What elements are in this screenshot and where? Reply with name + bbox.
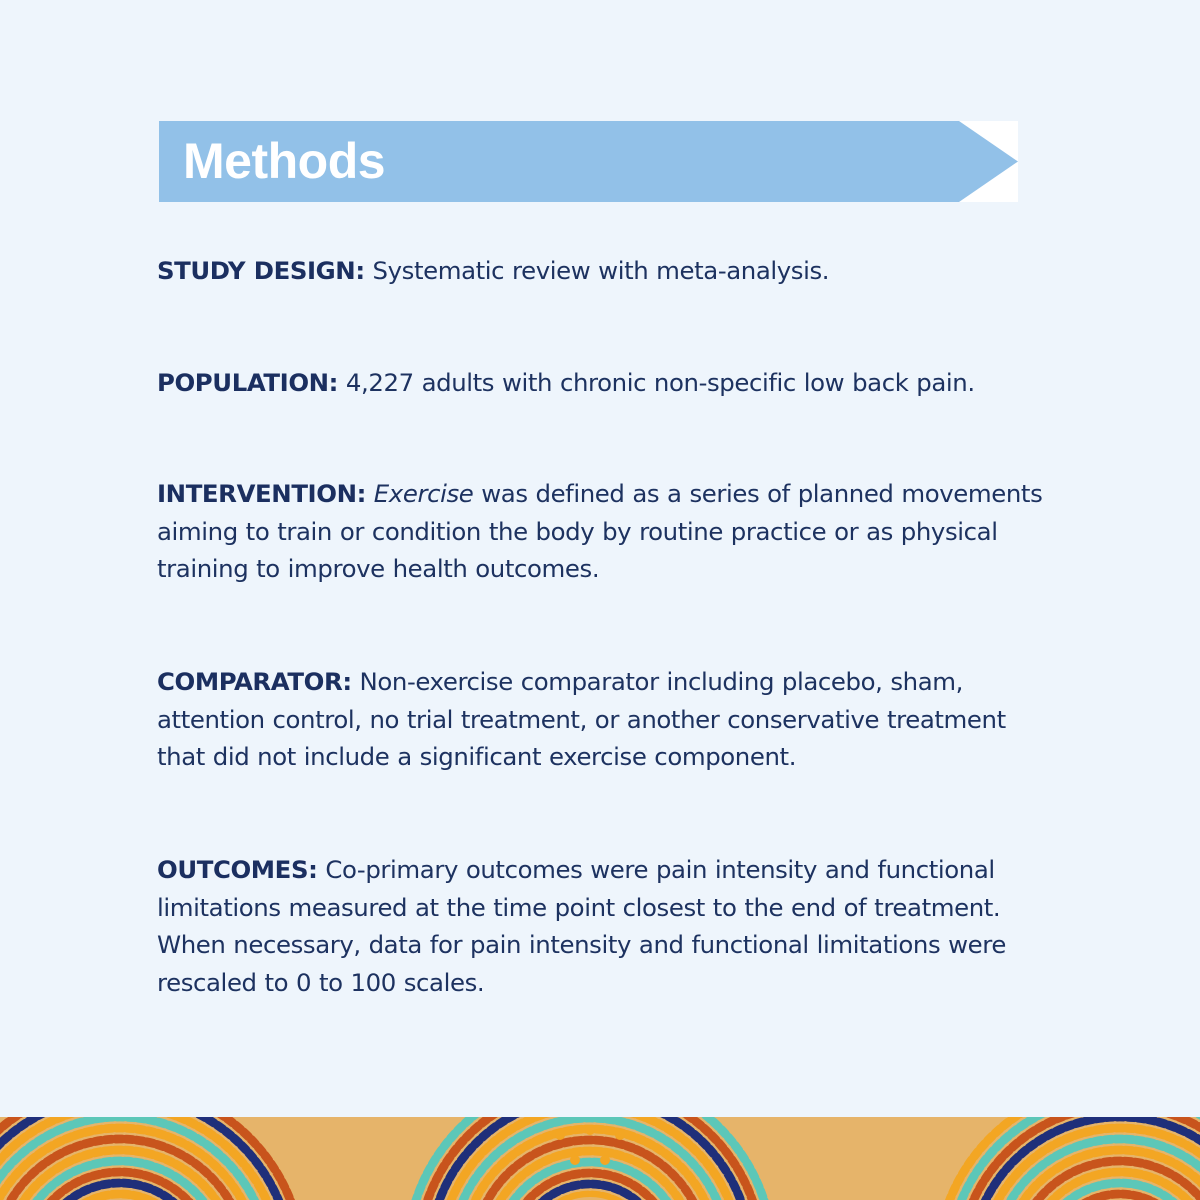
- intervention-text: was defined as a series of planned movements aiming to train or condition the body by routine practice or as physical training to improve health outcomes.: [157, 479, 1043, 584]
- intervention-section: [157, 475, 1057, 588]
- outcomes-label: OUTCOMES:: [157, 855, 318, 884]
- dot-art-svg: [0, 1117, 1200, 1200]
- outcomes-text: Co-primary outcomes were pain intensity and functional limitations measured at the time point closest to the end of treatment. When necessary, data for pain intensity and functional limitations were rescaled to 0 to 100 scales.: [157, 855, 1006, 998]
- comparator-label: COMPARATOR:: [157, 667, 352, 696]
- study-design-label: STUDY DESIGN:: [157, 256, 365, 285]
- population-label: POPULATION:: [157, 368, 339, 397]
- comparator-section: [157, 663, 1057, 776]
- study-design-section: [157, 252, 1057, 290]
- page-title: Methods: [183, 133, 386, 189]
- study-design-text: Systematic review with meta-analysis.: [364, 256, 830, 285]
- dot-painting-artwork: [0, 1117, 1200, 1200]
- outcomes-section: [157, 851, 1057, 1002]
- comparator-text: Non-exercise comparator including placebo, sham, attention control, no trial treatment, or another conservative treatment that did not include a significant exercise component.: [157, 667, 1006, 772]
- intervention-label: INTERVENTION:: [157, 479, 366, 508]
- population-section: [157, 364, 1057, 402]
- population-text: 4,227 adults with chronic non-specific low back pain.: [338, 368, 975, 397]
- methods-banner: [159, 121, 1018, 202]
- intervention-emphasis: Exercise: [373, 479, 474, 508]
